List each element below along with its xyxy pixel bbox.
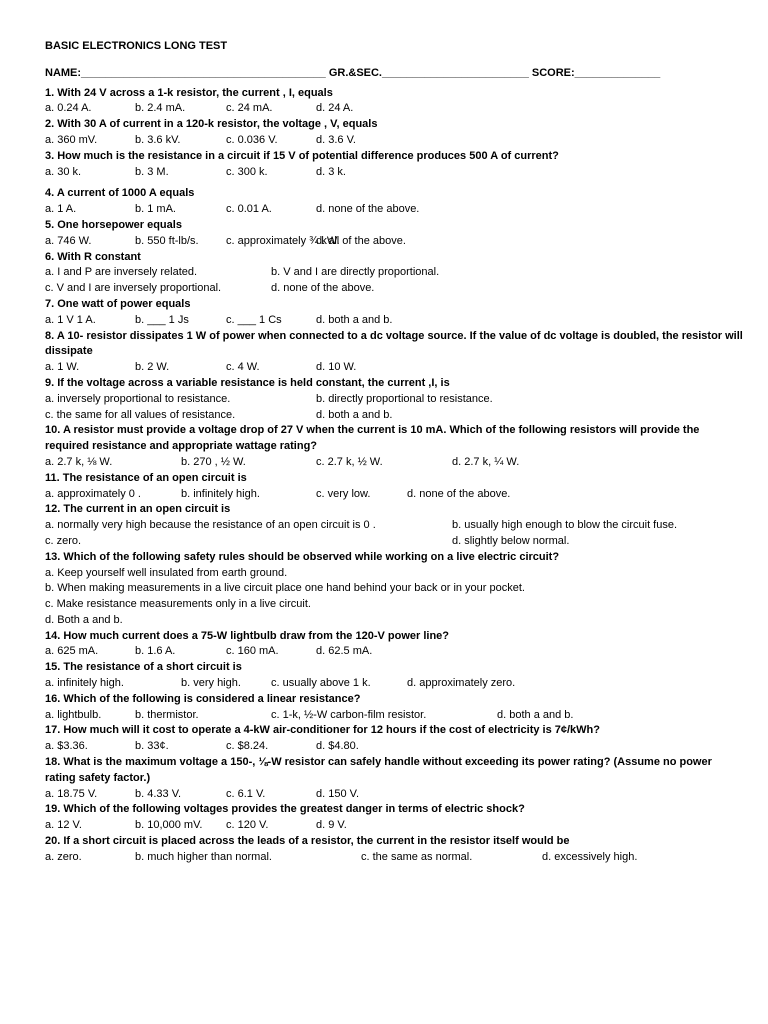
answer-choice: c. very low. [316,487,371,500]
answer-choice: d. both a and b. [316,313,393,326]
answer-choice: a. 30 k. [45,165,82,178]
answer-choice: b. ___ 1 Js [135,313,189,326]
answer-choice: c. the same as normal. [361,850,473,863]
answer-choice: a. approximately 0 . [45,487,141,500]
choice-row [45,101,745,117]
answer-choice: c. 6.1 V. [226,787,266,800]
question-text: 2. With 30 A of current in a 120-k resistor, the voltage , V, equals [45,118,378,131]
answer-choice: b. infinitely high. [181,487,260,500]
answer-choice: b. 2 W. [135,361,170,374]
answer-choice: a. Keep yourself well insulated from earth ground. [45,566,288,579]
answer-choice: a. zero. [45,850,82,863]
answer-choice: a. inversely proportional to resistance. [45,392,231,405]
question-text: 8. A 10- resistor dissipates 1 W of power when connected to a dc voltage source. If the value of dc voltage is doubled, the resistor will dissipate [45,329,743,358]
choice-row [45,818,745,834]
answer-choice: b. 3 M. [135,165,169,178]
question-text: 16. Which of the following is considered a linear resistance? [45,692,361,705]
answer-choice: d. 9 V. [316,819,347,832]
answer-choice: a. 1 W. [45,361,80,374]
question-text: 20. If a short circuit is placed across the leads of a resistor, the current in the resistor itself would be [45,835,570,848]
answer-choice: a. 12 V. [45,819,82,832]
answer-choice: b. 1 mA. [135,203,176,216]
answer-choice: d. both a and b. [316,408,393,421]
answer-choice: d. $4.80. [316,740,359,753]
choice-row [45,644,745,660]
answer-choice: c. usually above 1 k. [271,677,371,690]
choice-row [45,202,745,218]
answer-choice: a. normally very high because the resistance of an open circuit is 0 . [45,519,376,532]
question-text: 3. How much is the resistance in a circuit if 15 V of potential difference produces 500 A of current? [45,149,559,162]
answer-choice: d. excessively high. [542,850,638,863]
answer-choice: d. approximately zero. [407,677,516,690]
answer-choice: d. 62.5 mA. [316,645,373,658]
question-text: 6. With R constant [45,250,141,263]
answer-choice: b. 3.6 kV. [135,133,181,146]
answer-choice: c. 300 k. [226,165,268,178]
test-page [45,39,745,866]
answer-choice: c. 4 W. [226,361,260,374]
answer-choice: a. lightbulb. [45,708,102,721]
question-text: 14. How much current does a 75-W lightbulb draw from the 120-V power line? [45,629,450,642]
answer-choice: c. 0.01 A. [226,203,272,216]
choice-row [45,708,745,724]
answer-choice: a. 2.7 k, ⅛ W. [45,455,113,468]
answer-choice: d. 10 W. [316,361,357,374]
question-text: 10. A resistor must provide a voltage drop of 27 V when the current is 10 mA. Which of the following resistors will provide the required resistance and appropriate wattage rating? [45,424,700,453]
answer-choice: b. much higher than normal. [135,850,272,863]
answer-choice: b. 10,000 mV. [135,819,203,832]
answer-choice: a. infinitely high. [45,677,124,690]
answer-choice: a. 18.75 V. [45,787,98,800]
answer-choice: b. very high. [181,677,241,690]
answer-choice: d. 24 A. [316,102,354,115]
answer-choice: a. 625 mA. [45,645,99,658]
answer-choice: c. 1-k, ½-W carbon-film resistor. [271,708,427,721]
answer-choice: d. 2.7 k, ¼ W. [452,455,520,468]
question-text: 17. How much will it cost to operate a 4-kW air-conditioner for 12 hours if the cost of electricity is 7¢/kWh? [45,724,600,737]
question-text: 1. With 24 V across a 1-k resistor, the current , I, equals [45,86,333,99]
answer-choice: b. 4.33 V. [135,787,182,800]
answer-choice: c. approximately ¾ kW. [226,234,340,247]
answer-choice: b. 33¢. [135,740,169,753]
answer-choice: b. 270 , ½ W. [181,455,246,468]
choice-row [45,518,745,534]
answer-choice: b. 1.6 A. [135,645,176,658]
answer-choice: a. I and P are inversely related. [45,266,198,279]
answer-choice: c. zero. [45,534,82,547]
choice-row [45,265,745,281]
choice-row [45,739,745,755]
answer-choice: c. 120 V. [226,819,269,832]
answer-choice: d. both a and b. [497,708,574,721]
choice-row [45,313,745,329]
answer-choice: b. V and I are directly proportional. [271,266,440,279]
answer-choice: c. 0.036 V. [226,133,278,146]
student-info-line: NAME:________________________________________ GR.&SEC.________________________ SCORE:______________ [45,66,661,79]
choice-row [45,392,745,408]
answer-choice: d. 3.6 V. [316,133,356,146]
page-title: BASIC ELECTRONICS LONG TEST [45,40,228,52]
question-text: 15. The resistance of a short circuit is [45,661,242,674]
question-text: 13. Which of the following safety rules should be observed while working on a live electric circuit? [45,550,560,563]
answer-choice: d. none of the above. [407,487,511,500]
answer-choice: c. 2.7 k, ½ W. [316,455,383,468]
question-text: 7. One watt of power equals [45,297,191,310]
answer-choice: b. thermistor. [135,708,199,721]
answer-choice: b. 550 ft-lb/s. [135,234,199,247]
choice-row [45,133,745,149]
question-text: 4. A current of 1000 A equals [45,187,195,200]
choice-row [45,455,745,471]
answer-choice: d. 3 k. [316,165,346,178]
choice-row [45,165,745,181]
question-text: 18. What is the maximum voltage a 150-, ⅛-W resistor can safely handle without exceeding its power rating? (Assume no power rating safety factor.) [45,756,712,784]
answer-choice: b. 2.4 mA. [135,102,186,115]
answer-choice: d. Both a and b. [45,613,123,626]
choice-row [45,281,745,297]
answer-choice: b. usually high enough to blow the circuit fuse. [452,519,678,532]
answer-choice: d. slightly below normal. [452,534,570,547]
answer-choice: a. $3.36. [45,740,88,753]
choice-row [45,408,745,424]
answer-choice: c. V and I are inversely proportional. [45,282,222,295]
answer-choice: c. Make resistance measurements only in a live circuit. [45,598,311,611]
question-text: 5. One horsepower equals [45,218,182,231]
answer-choice: c. the same for all values of resistance. [45,408,236,421]
answer-choice: d. 150 V. [316,787,360,800]
choice-row [45,676,745,692]
answer-choice: d. none of the above. [271,282,375,295]
answer-choice: a. 1 A. [45,203,77,216]
answer-choice: b. directly proportional to resistance. [316,392,493,405]
choice-row [45,360,745,376]
answer-choice: a. 0.24 A. [45,102,92,115]
question-text: 19. Which of the following voltages provides the greatest danger in terms of electric shock? [45,803,525,816]
choice-row [45,487,745,503]
answer-choice: a. 746 W. [45,234,92,247]
answer-choice: c. ___ 1 Cs [226,313,282,326]
answer-choice: d. all of the above. [316,234,406,247]
question-text: 9. If the voltage across a variable resistance is held constant, the current ,I, is [45,376,450,389]
choice-row [45,850,745,866]
question-text: 12. The current in an open circuit is [45,503,231,516]
question-list [45,86,745,866]
answer-choice: a. 360 mV. [45,133,98,146]
answer-choice: d. none of the above. [316,203,420,216]
question-text: 11. The resistance of an open circuit is [45,471,247,484]
answer-choice: b. When making measurements in a live circuit place one hand behind your back or in your pocket. [45,582,525,595]
answer-choice: c. $8.24. [226,740,269,753]
answer-choice: a. 1 V 1 A. [45,313,96,326]
choice-row [45,234,745,250]
answer-choice: c. 160 mA. [226,645,279,658]
choice-row [45,787,745,803]
choice-row [45,534,745,550]
answer-choice: c. 24 mA. [226,102,273,115]
